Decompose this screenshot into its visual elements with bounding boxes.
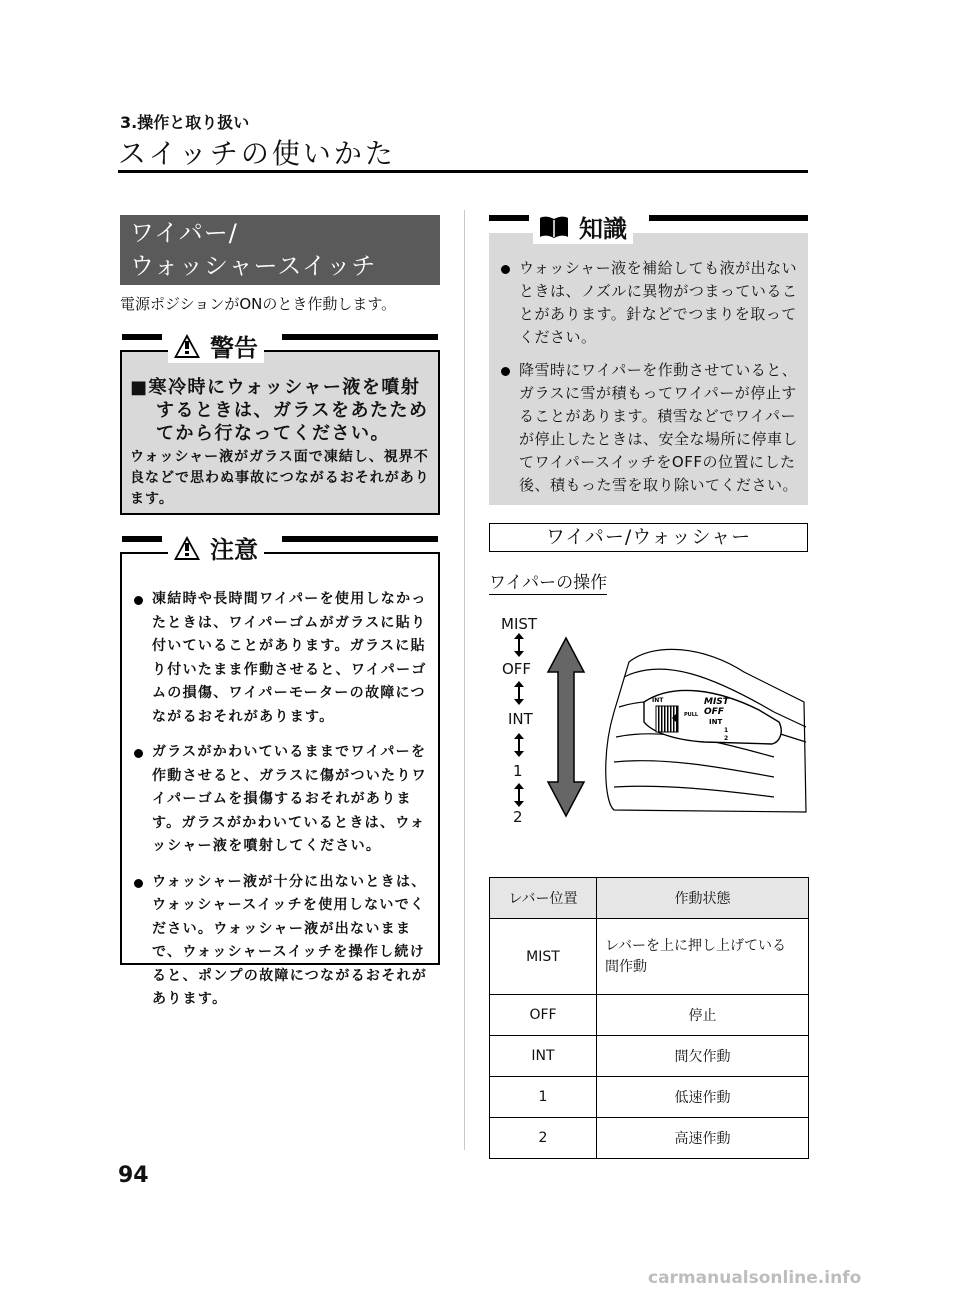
table-header: レバー位置: [490, 878, 597, 919]
caution-label: [168, 530, 264, 565]
table-header-row: [490, 878, 809, 919]
section-header: [120, 215, 440, 285]
caution-header: [122, 534, 438, 570]
table-row: [490, 1118, 809, 1159]
knowledge-header-bar-right: [649, 215, 808, 221]
knowledge-header-bar-left: [489, 215, 529, 221]
warning-label: [168, 328, 264, 363]
caution-header-bar-left: [122, 536, 162, 542]
caution-item: 凍結時や長時間ワイパーを使用しなかったときは、ワイパーゴムがガラスに貼り付いていることがあります。ガラスに貼り付いたまま作動させると、ワイパーゴムの損傷、ワイパーモーターの故障につながるおそれがあります。: [128, 588, 430, 729]
table-row: [490, 919, 809, 995]
arrow-icon: [518, 786, 520, 804]
table-cell-action: 低速作動: [597, 1077, 809, 1118]
watermark: carmanualsonline.info: [648, 1268, 862, 1288]
section-title-line1: ワイパー/: [130, 219, 238, 247]
warning-triangle-icon: [174, 334, 200, 358]
page-number: 94: [118, 1163, 149, 1188]
section-intro: 電源ポジションがONのとき作動します。: [120, 295, 397, 313]
position-label-off: OFF: [502, 660, 532, 678]
header-rule: [118, 170, 808, 173]
warning-header-bar-left: [122, 334, 162, 340]
chapter-label: 3.操作と取り扱い: [120, 113, 250, 132]
warning-header: [122, 332, 438, 368]
column-divider: [464, 210, 465, 1150]
sub-header: ワイパー/ウォッシャー: [489, 523, 808, 552]
stalk-position-1: [614, 761, 774, 777]
table-cell-action: レバーを上に押し上げている間作動: [597, 919, 809, 995]
double-arrow-icon: [548, 638, 584, 816]
warning-header-bar-right: [282, 334, 438, 340]
table-cell-position: OFF: [490, 995, 597, 1036]
stalk-label-1: 1: [724, 727, 729, 734]
position-label-int: INT: [508, 710, 533, 728]
table-row: [490, 1036, 809, 1077]
arrow-icon: [518, 736, 520, 754]
book-icon: [539, 215, 569, 239]
caution-box: [120, 536, 440, 1007]
knowledge-box: [489, 215, 808, 505]
warning-label-text: 警告: [210, 334, 258, 362]
caution-item: ガラスがかわいているままでワイパーを作動させると、ガラスに傷がついたりワイパーゴムを損傷するおそれがあります。ガラスがかわいているときは、ウォッシャー液を噴射してください。: [128, 741, 430, 859]
table-cell-position: INT: [490, 1036, 597, 1077]
warning-box: [120, 334, 440, 515]
knowledge-item: ウォッシャー液を補給しても液が出ないときは、ノズルに異物がつまっていることがあります。針などでつまりを取ってください。: [495, 257, 800, 349]
table-row: [490, 995, 809, 1036]
table-cell-action: 高速作動: [597, 1118, 809, 1159]
table-cell-action: 間欠作動: [597, 1036, 809, 1077]
caution-header-bar-right: [282, 536, 438, 542]
stalk-label-pull: PULL: [684, 712, 699, 718]
operation-heading: ワイパーの操作: [489, 568, 607, 595]
lever-position-table: [489, 877, 809, 1159]
warning-body: ウォッシャー液がガラス面で凍結し、視界不良などで思わぬ事故につながるおそれがあります。: [130, 449, 430, 507]
warning-title: ■寒冷時にウォッシャー液を噴射するときは、ガラスをあたためてから行なってください。: [130, 377, 429, 444]
stalk-label-mist: MIST: [704, 697, 729, 707]
wiper-diagram: [489, 612, 809, 832]
table-header: 作動状態: [597, 878, 809, 919]
section-title-line2: ウォッシャースイッチ: [130, 252, 377, 280]
knowledge-label-text: 知識: [579, 215, 627, 243]
caution-label-text: 注意: [210, 536, 258, 564]
table-cell-position: 2: [490, 1118, 597, 1159]
position-label-1: 1: [513, 762, 523, 780]
stalk-position-2: [614, 786, 774, 797]
arrow-icon: [518, 684, 520, 702]
table-row: [490, 1077, 809, 1118]
caution-triangle-icon: [174, 536, 200, 560]
knowledge-item: 降雪時にワイパーを作動させていると、ガラスに雪が積もってワイパーが停止することがあります。積雪などでワイパーが停止したときは、安全な場所に停車してワイパースイッチをOFFの位置にした後、積もった雪を取り除いてください。: [495, 359, 800, 497]
stalk-label-2: 2: [724, 735, 729, 742]
page-title: スイッチの使いかた: [118, 137, 396, 170]
arrow-icon: [518, 636, 520, 654]
wiper-lever-illustration: [544, 632, 809, 832]
position-label-2: 2: [513, 808, 523, 826]
table-cell-action: 停止: [597, 995, 809, 1036]
stalk-label-off: OFF: [704, 707, 724, 717]
knowledge-header: [489, 213, 808, 249]
stalk-label-int: INT: [709, 718, 723, 726]
table-cell-position: MIST: [490, 919, 597, 995]
table-cell-position: 1: [490, 1077, 597, 1118]
dial-label-int: INT: [652, 697, 664, 704]
position-label-mist: MIST: [501, 615, 538, 633]
caution-item: ウォッシャー液が十分に出ないときは、ウォッシャースイッチを使用しないでください。ウォッシャー液が出ないままで、ウォッシャースイッチを操作し続けると、ポンプの故障につながるおそれがあります。: [128, 871, 430, 1012]
knowledge-label: [533, 209, 633, 244]
